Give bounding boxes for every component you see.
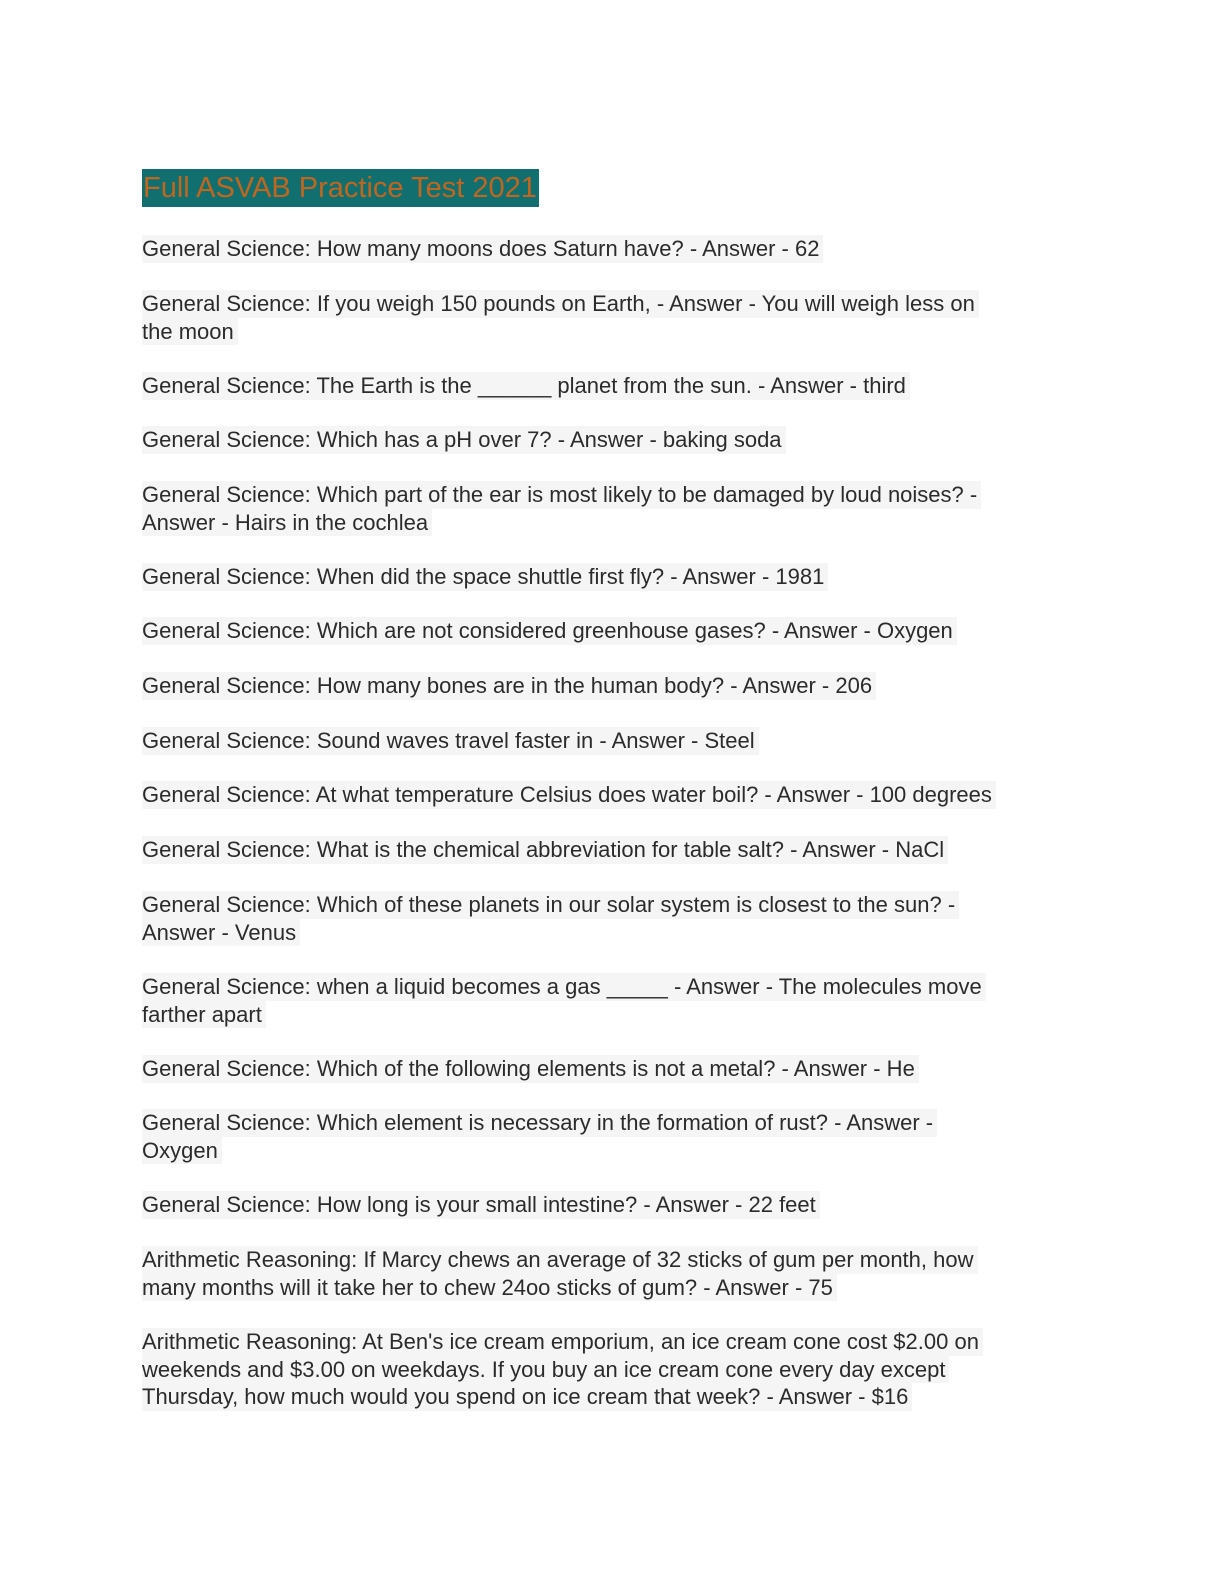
qa-line: Oxygen [142, 1137, 222, 1165]
qa-item [142, 1109, 937, 1164]
qa-line: General Science: What is the chemical abbreviation for table salt? - Answer - NaCl [142, 836, 948, 864]
qa-item [142, 781, 996, 809]
qa-item [142, 973, 986, 1028]
qa-line: Answer - Venus [142, 919, 300, 947]
qa-line: General Science: when a liquid becomes a gas _____ - Answer - The molecules move [142, 973, 986, 1001]
qa-line: General Science: The Earth is the ______ planet from the sun. - Answer - third [142, 372, 910, 400]
qa-line: General Science: Which part of the ear is most likely to be damaged by loud noises? - [142, 481, 981, 509]
qa-line: weekends and $3.00 on weekdays. If you buy an ice cream cone every day except [142, 1356, 949, 1384]
qa-item [142, 426, 786, 454]
qa-line: General Science: How many bones are in the human body? - Answer - 206 [142, 672, 876, 700]
qa-item [142, 481, 981, 536]
qa-line: General Science: Sound waves travel faster in - Answer - Steel [142, 727, 759, 755]
qa-item [142, 891, 959, 946]
qa-item [142, 617, 957, 645]
qa-line: Thursday, how much would you spend on ice cream that week? - Answer - $16 [142, 1383, 912, 1411]
qa-line: General Science: Which of these planets in our solar system is closest to the sun? - [142, 891, 959, 919]
document-title: Full ASVAB Practice Test 2021 [142, 169, 539, 207]
qa-line: General Science: Which are not considered greenhouse gases? - Answer - Oxygen [142, 617, 957, 645]
qa-line: General Science: When did the space shuttle first fly? - Answer - 1981 [142, 563, 828, 591]
qa-line: many months will it take her to chew 24oo sticks of gum? - Answer - 75 [142, 1274, 837, 1302]
qa-item [142, 372, 910, 400]
qa-line: the moon [142, 318, 238, 346]
qa-line: farther apart [142, 1001, 266, 1029]
qa-item [142, 727, 759, 755]
qa-line: General Science: At what temperature Celsius does water boil? - Answer - 100 degrees [142, 781, 996, 809]
qa-line: General Science: Which element is necessary in the formation of rust? - Answer - [142, 1109, 937, 1137]
qa-line: General Science: If you weigh 150 pounds on Earth, - Answer - You will weigh less on [142, 290, 979, 318]
qa-item [142, 672, 876, 700]
qa-item [142, 563, 828, 591]
qa-item [142, 1055, 919, 1083]
qa-item [142, 836, 948, 864]
qa-item [142, 1246, 978, 1301]
qa-item [142, 235, 823, 263]
qa-item [142, 1191, 820, 1219]
qa-line: General Science: Which of the following elements is not a metal? - Answer - He [142, 1055, 919, 1083]
qa-line: General Science: Which has a pH over 7? - Answer - baking soda [142, 426, 786, 454]
qa-line: General Science: How long is your small intestine? - Answer - 22 feet [142, 1191, 820, 1219]
qa-item [142, 1328, 983, 1411]
qa-line: Arithmetic Reasoning: If Marcy chews an average of 32 sticks of gum per month, how [142, 1246, 978, 1274]
qa-item [142, 290, 979, 345]
qa-line: Arithmetic Reasoning: At Ben's ice cream emporium, an ice cream cone cost $2.00 on [142, 1328, 983, 1356]
qa-line: General Science: How many moons does Saturn have? - Answer - 62 [142, 235, 823, 263]
qa-line: Answer - Hairs in the cochlea [142, 509, 432, 537]
